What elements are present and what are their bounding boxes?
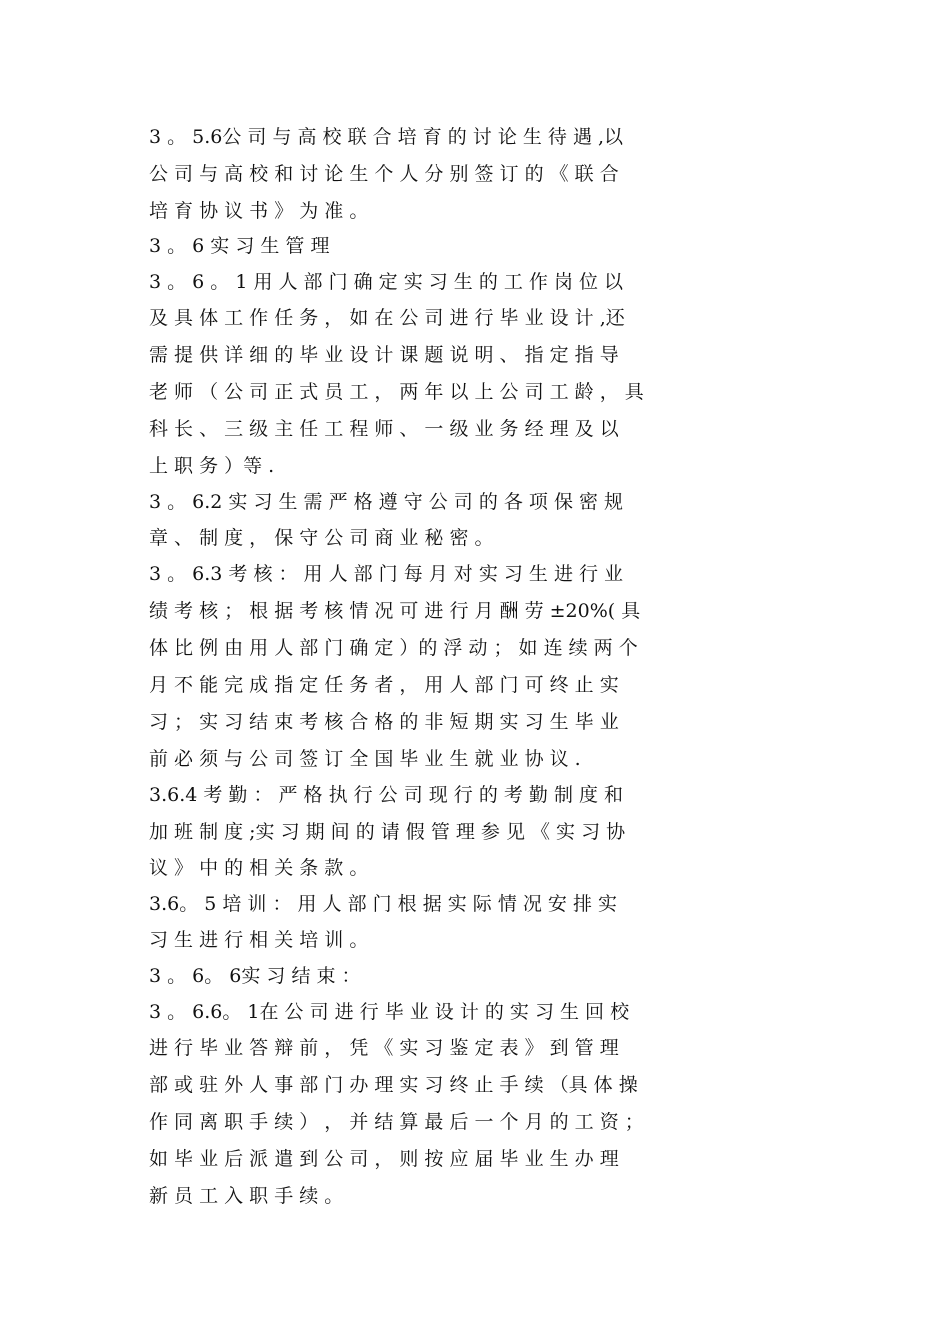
text-line: 新 员 工 入 职 手 续 。 — [149, 1185, 344, 1207]
text-line: 3 。 5.6公 司 与 高 校 联 合 培 育 的 讨 论 生 待 遇 ,以 — [149, 126, 624, 148]
text-line: 3.6.4 考 勤 ： 严 格 执 行 公 司 现 行 的 考 勤 制 度 和 — [149, 784, 624, 806]
text-line: 议 》 中 的 相 关 条 款 。 — [149, 857, 369, 879]
text-line: 上 职 务 ）等 . — [149, 455, 275, 477]
text-line: 习 生 进 行 相 关 培 训 。 — [149, 929, 369, 951]
text-line: 体 比 例 由 用 人 部 门 确 定 ）的 浮 动 ； 如 连 续 两 个 — [149, 637, 638, 659]
text-line: 3 。 6.2 实 习 生 需 严 格 遵 守 公 司 的 各 项 保 密 规 — [149, 491, 624, 513]
text-line: 科 长 、 三 级 主 任 工 程 师 、 一 级 业 务 经 理 及 以 — [149, 418, 619, 440]
text-line: 如 毕 业 后 派 遣 到 公 司 ， 则 按 应 届 毕 业 生 办 理 — [149, 1148, 619, 1170]
text-line: 3 。 6.3 考 核 ： 用 人 部 门 每 月 对 实 习 生 进 行 业 — [149, 563, 624, 585]
section-heading: 3 。 6 实 习 生 管 理 — [149, 235, 330, 257]
text-line: 前 必 须 与 公 司 签 订 全 国 毕 业 生 就 业 协 议 . — [149, 748, 581, 770]
text-line: 章 、 制 度 ， 保 守 公 司 商 业 秘 密 。 — [149, 527, 494, 549]
text-line: 培 育 协 议 书 》 为 准 。 — [149, 200, 369, 222]
text-line: 3 。 6.6。 1在 公 司 进 行 毕 业 设 计 的 实 习 生 回 校 — [149, 1001, 630, 1023]
text-line: 绩 考 核 ； 根 据 考 核 情 况 可 进 行 月 酬 劳 ±20%( 具 — [149, 600, 641, 622]
text-line: 3 。 6 。 1 用 人 部 门 确 定 实 习 生 的 工 作 岗 位 以 — [149, 271, 624, 293]
text-line: 需 提 供 详 细 的 毕 业 设 计 课 题 说 明 、 指 定 指 导 — [149, 344, 619, 366]
text-line: 作 同 离 职 手 续 ） ， 并 结 算 最 后 一 个 月 的 工 资 ； — [149, 1111, 644, 1133]
text-line: 部 或 驻 外 人 事 部 门 办 理 实 习 终 止 手 续 （具 体 操 — [149, 1074, 638, 1096]
text-line: 习 ； 实 习 结 束 考 核 合 格 的 非 短 期 实 习 生 毕 业 — [149, 711, 619, 733]
section-heading: 3 。 6。 6实 习 结 束 ： — [149, 965, 361, 987]
text-line: 及 具 体 工 作 任 务 ， 如 在 公 司 进 行 毕 业 设 计 ,还 — [149, 307, 625, 329]
text-line: 加 班 制 度 ;实 习 期 间 的 请 假 管 理 参 见 《 实 习 协 — [149, 821, 626, 843]
text-line: 公 司 与 高 校 和 讨 论 生 个 人 分 别 签 订 的 《 联 合 — [149, 163, 619, 185]
text-line: 3.6。 5 培 训 ： 用 人 部 门 根 据 实 际 情 况 安 排 实 — [149, 893, 617, 915]
text-line: 月 不 能 完 成 指 定 任 务 者 ， 用 人 部 门 可 终 止 实 — [149, 674, 619, 696]
text-line: 进 行 毕 业 答 辩 前 ， 凭 《 实 习 鉴 定 表 》 到 管 理 — [149, 1037, 619, 1059]
text-line: 老 师 （ 公 司 正 式 员 工 ， 两 年 以 上 公 司 工 龄 ， 具 — [149, 381, 644, 403]
